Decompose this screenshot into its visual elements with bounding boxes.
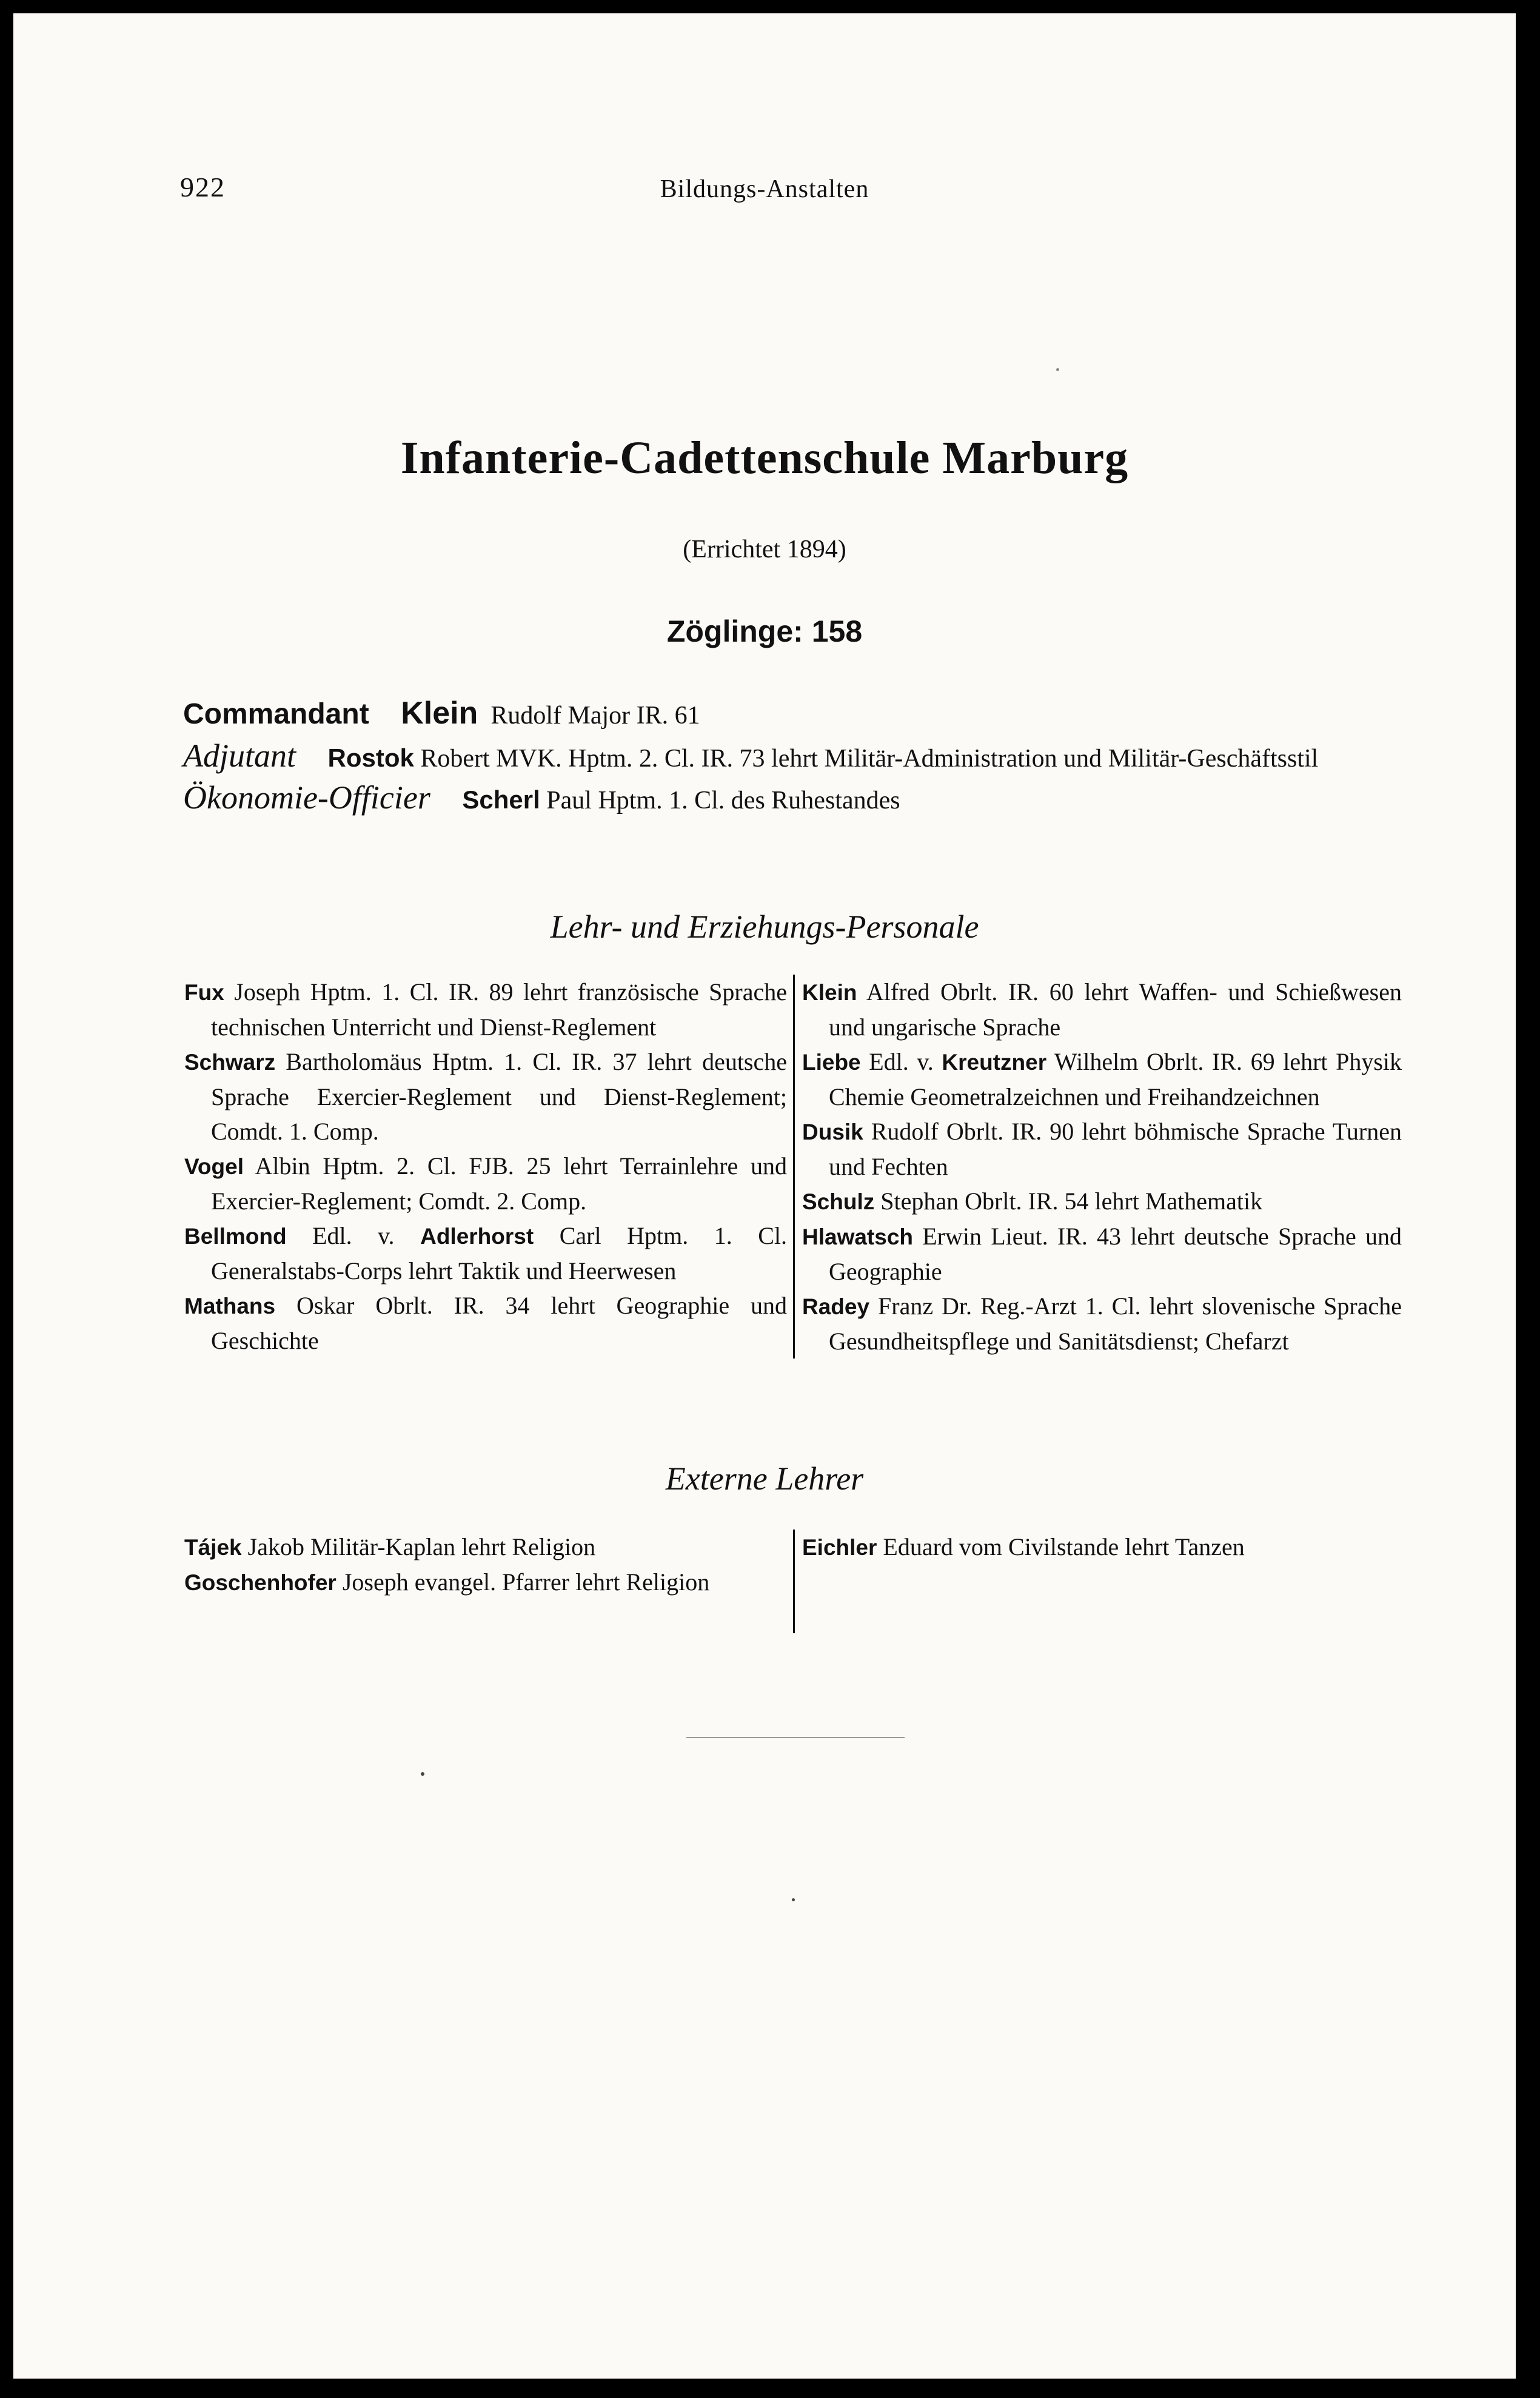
running-title: Bildungs-Anstalten: [660, 175, 869, 203]
adjutant-details: Robert MVK. Hptm. 2. Cl. IR. 73 lehrt Militär-Administration und Militär-Geschäftsstil: [420, 745, 1319, 773]
external-columns: [184, 1530, 1402, 1633]
economy-officer-surname: Scherl: [462, 785, 540, 814]
pupil-count-label: Zöglinge:: [666, 614, 803, 648]
external-entry: Goschenhofer Joseph evangel. Pfarrer lehrt Religion: [184, 1568, 710, 1596]
economy-officer-entry: [183, 780, 1413, 818]
staff-entry: Hlawatsch Erwin Lieut. IR. 43 lehrt deutsche Sprache und Geographie: [802, 1223, 1402, 1285]
adjutant-surname: Rostok: [327, 744, 414, 772]
book-page: [13, 13, 1516, 2379]
commandant-role: Commandant: [183, 698, 369, 730]
staff-entry: Dusik Rudolf Obrlt. IR. 90 lehrt böhmische Sprache Turnen und Fechten: [802, 1118, 1402, 1180]
staff-entry: Mathans Oskar Obrlt. IR. 34 lehrt Geographie und Geschichte: [184, 1292, 788, 1354]
external-entry: Tájek Jakob Militär-Kaplan lehrt Religion: [184, 1533, 596, 1560]
external-entry: Eichler Eduard vom Civilstande lehrt Tanzen: [802, 1533, 1245, 1560]
print-speck: [421, 1772, 424, 1776]
staff-columns: [184, 975, 1402, 1359]
staff-entry: Vogel Albin Hptm. 2. Cl. FJB. 25 lehrt Terrainlehre und Exercier-Reglement; Comdt. 2. Comp.: [184, 1152, 788, 1215]
adjutant-entry: [183, 738, 1413, 776]
pupil-count-value: 158: [811, 614, 863, 648]
print-speck: [1056, 368, 1059, 371]
commandant-details: Rudolf Major IR. 61: [490, 702, 700, 730]
staff-entry: Schulz Stephan Obrlt. IR. 54 lehrt Mathematik: [802, 1187, 1263, 1215]
staff-entry: Liebe Edl. v. Kreutzner Wilhelm Obrlt. IR. 69 lehrt Physik Chemie Geometralzeichnen und Freihandzeichnen: [802, 1048, 1402, 1110]
staff-right-column: [793, 975, 1402, 1359]
staff-entry: Fux Joseph Hptm. 1. Cl. IR. 89 lehrt französische Sprache technischen Unterricht und Dienst-Reglement: [184, 978, 788, 1041]
page-title: Infanterie-Cadettenschule Marburg: [400, 432, 1129, 483]
staff-entry: Klein Alfred Obrlt. IR. 60 lehrt Waffen- und Schießwesen und ungarische Sprache: [802, 978, 1402, 1041]
founded-note: (Errichtet 1894): [683, 536, 846, 563]
adjutant-role: Adjutant: [183, 737, 296, 774]
commandant-entry: [183, 696, 1413, 733]
print-speck: [792, 1898, 795, 1901]
external-left-column: [184, 1530, 793, 1633]
staff-left-column: [184, 975, 793, 1359]
staff-entry: Radey Franz Dr. Reg.-Arzt 1. Cl. lehrt slovenische Sprache Gesundheitspflege und Sanitätsdienst; Chefarzt: [802, 1292, 1402, 1355]
economy-officer-role: Ökonomie-Officier: [183, 779, 430, 816]
end-rule: [686, 1737, 905, 1738]
page-number: 922: [180, 172, 226, 203]
running-head: [13, 159, 1516, 207]
external-heading: Externe Lehrer: [665, 1460, 864, 1497]
commandant-surname: Klein: [401, 696, 478, 731]
external-right-column: [793, 1530, 1402, 1633]
economy-officer-details: Paul Hptm. 1. Cl. des Ruhestandes: [546, 787, 900, 814]
staff-entry: Bellmond Edl. v. Adlerhorst Carl Hptm. 1. Cl. Generalstabs-Corps lehrt Taktik und Heerwesen: [184, 1222, 788, 1285]
pupil-count: [13, 614, 1516, 649]
staff-entry: Schwarz Bartholomäus Hptm. 1. Cl. IR. 37 lehrt deutsche Sprache Exercier-Reglement und Dienst-Reglement; Comdt. 1. Comp.: [184, 1048, 788, 1145]
command-block: [183, 696, 1413, 818]
staff-heading: Lehr- und Erziehungs-Personale: [550, 908, 979, 945]
